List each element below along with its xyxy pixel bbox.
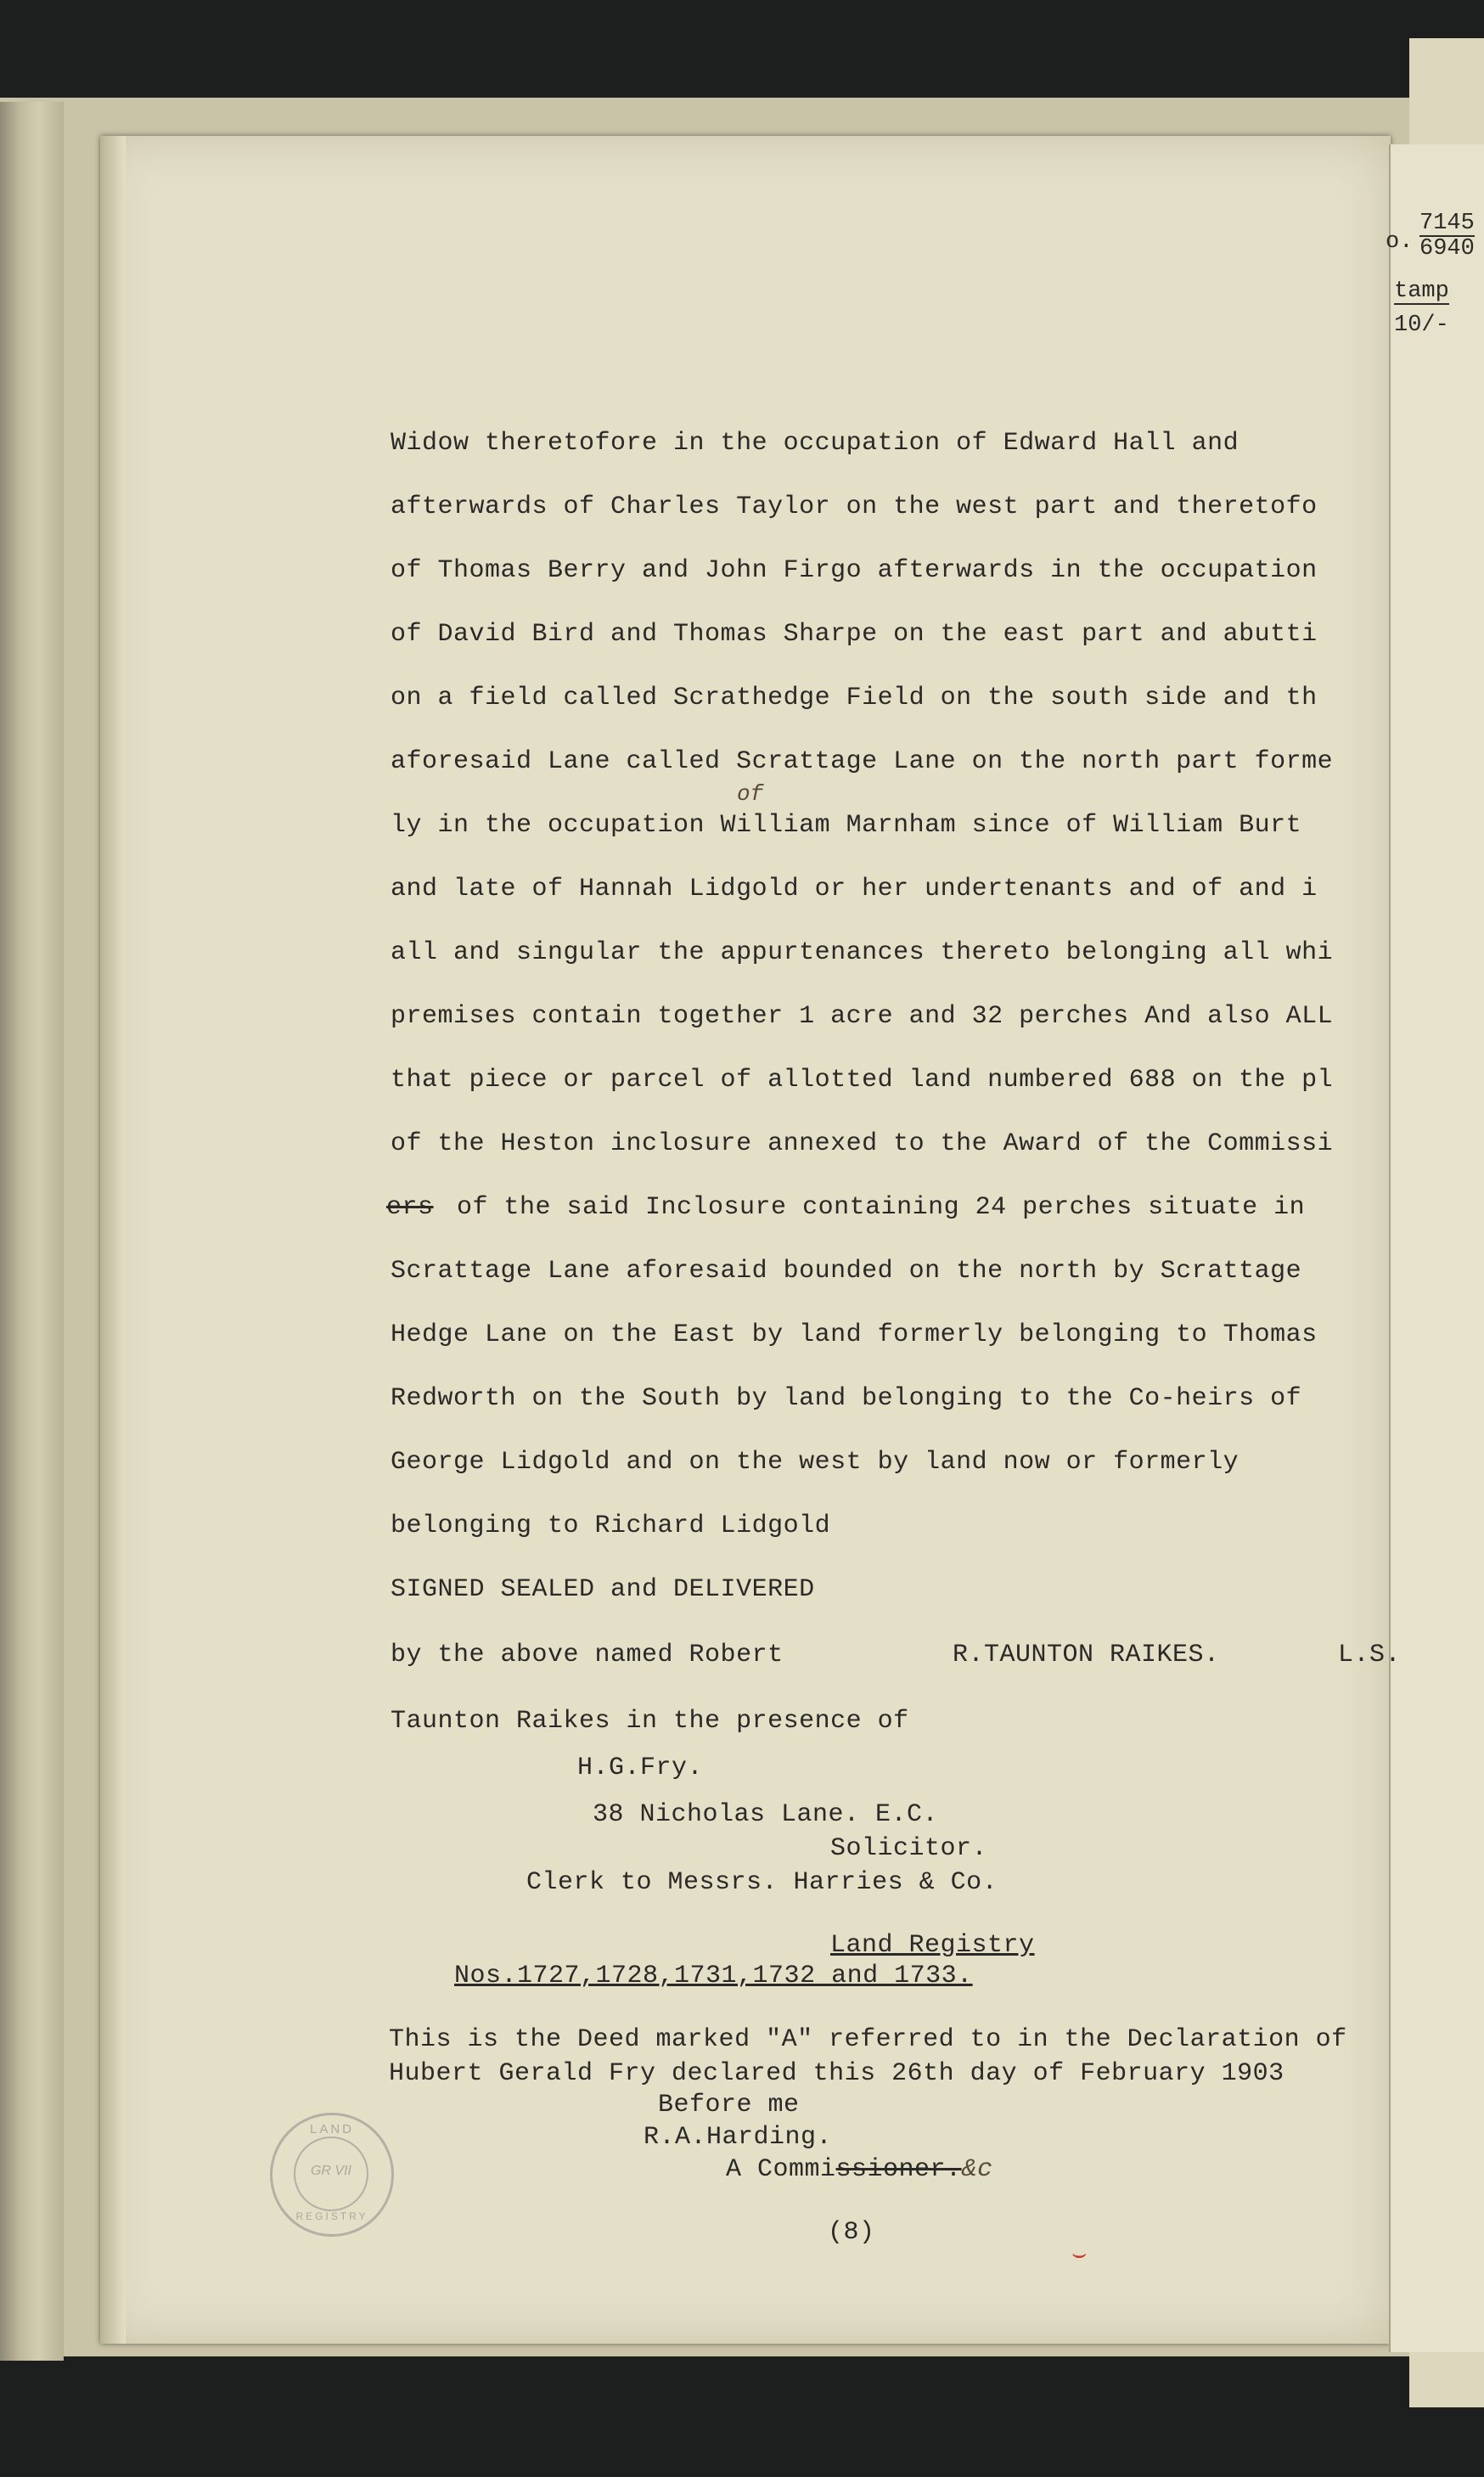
deed-line: and late of Hannah Lidgold or her undertenants and of and i — [391, 875, 1318, 904]
deed-line: ly in the occupation William Marnham since of William Burt — [391, 811, 1302, 840]
registry-heading: Land Registry — [830, 1931, 1035, 1960]
signature: R.TAUNTON RAIKES. — [953, 1641, 1220, 1669]
commissioner-prefix: A Commi — [726, 2155, 836, 2184]
before-me: Before me — [658, 2091, 800, 2120]
witness-name: H.G.Fry. — [577, 1754, 704, 1782]
deed-line: aforesaid Lane called Scrattage Lane on the north part forme — [391, 747, 1334, 776]
declaration-line: This is the Deed marked "A" referred to in the Declaration of — [389, 2025, 1347, 2054]
commissioner-suffix: &c — [961, 2155, 993, 2184]
margin-stamp-value: 10/- — [1394, 312, 1449, 338]
deed-line: Scrattage Lane aforesaid bounded on the north by Scrattage — [391, 1257, 1302, 1286]
declaration-line: Hubert Gerald Fry declared this 26th day of February 1903 — [389, 2059, 1284, 2088]
deed-line: afterwards of Charles Taylor on the west part and theretofo — [391, 493, 1318, 521]
deed-line: Widow theretofore in the occupation of Edward Hall and — [391, 429, 1239, 458]
deed-line: all and singular the appurtenances thereto belonging all whi — [391, 938, 1334, 967]
stamp-monogram: GR VII — [310, 2164, 351, 2178]
land-registry-stamp — [270, 2113, 394, 2237]
margin-stamp-label: tamp — [1394, 279, 1449, 304]
margin-sheet — [1389, 144, 1484, 2352]
witness-firm: Clerk to Messrs. Harries & Co. — [526, 1868, 998, 1897]
registry-numbers: Nos.1727,1728,1731,1732 and 1733. — [454, 1962, 973, 1990]
witness-address: 38 Nicholas Lane. E.C. — [593, 1800, 939, 1829]
deed-line: of Thomas Berry and John Firgo afterwards in the occupation — [391, 556, 1318, 585]
deed-line: of the said Inclosure containing 24 perches situate in — [457, 1193, 1306, 1222]
commissioner-title — [726, 2155, 993, 2184]
margin-number-top: 7145 — [1419, 211, 1475, 236]
margin-no-prefix: o. — [1386, 229, 1414, 255]
deed-page — [100, 136, 1391, 2344]
commissioner-name: R.A.Harding. — [644, 2123, 833, 2152]
deed-line: Redworth on the South by land belonging to the Co-heirs of — [391, 1384, 1302, 1413]
signed-sealed-delivered: SIGNED SEALED and DELIVERED — [391, 1575, 815, 1604]
deed-line: on a field called Scrathedge Field on the south side and th — [391, 684, 1318, 712]
inserted-word: of — [737, 781, 764, 807]
seal-mark: L.S. — [1338, 1641, 1402, 1669]
deed-line: that piece or parcel of allotted land numbered 688 on the pl — [391, 1066, 1334, 1095]
by-line: by the above named Robert — [391, 1641, 784, 1669]
page-binding-shadow — [100, 136, 126, 2344]
stamp-top-text: LAND — [309, 2122, 354, 2136]
deed-line: Hedge Lane on the East by land formerly belonging to Thomas — [391, 1320, 1318, 1349]
margin-number-bottom: 6940 — [1419, 236, 1475, 262]
stamp-monogram-ring — [294, 2136, 368, 2211]
presence-line: Taunton Raikes in the presence of — [391, 1707, 909, 1736]
deed-line: of David Bird and Thomas Sharpe on the east part and abutti — [391, 620, 1318, 649]
red-pencil-mark-icon: ⌣ — [1071, 2243, 1088, 2269]
struck-fragment: ers — [386, 1193, 434, 1222]
stamp-bottom-text: REGISTRY — [295, 2210, 368, 2222]
deed-line: premises contain together 1 acre and 32 perches And also ALL — [391, 1002, 1334, 1031]
page-number: (8) — [828, 2218, 875, 2247]
commissioner-struck: ssioner. — [835, 2155, 962, 2184]
deed-line: of the Heston inclosure annexed to the Award of the Commissi — [391, 1129, 1334, 1158]
page-stack-edge — [0, 102, 64, 2361]
witness-role: Solicitor. — [830, 1834, 988, 1863]
deed-line: George Lidgold and on the west by land now or formerly — [391, 1448, 1239, 1477]
deed-line: belonging to Richard Lidgold — [391, 1512, 831, 1540]
